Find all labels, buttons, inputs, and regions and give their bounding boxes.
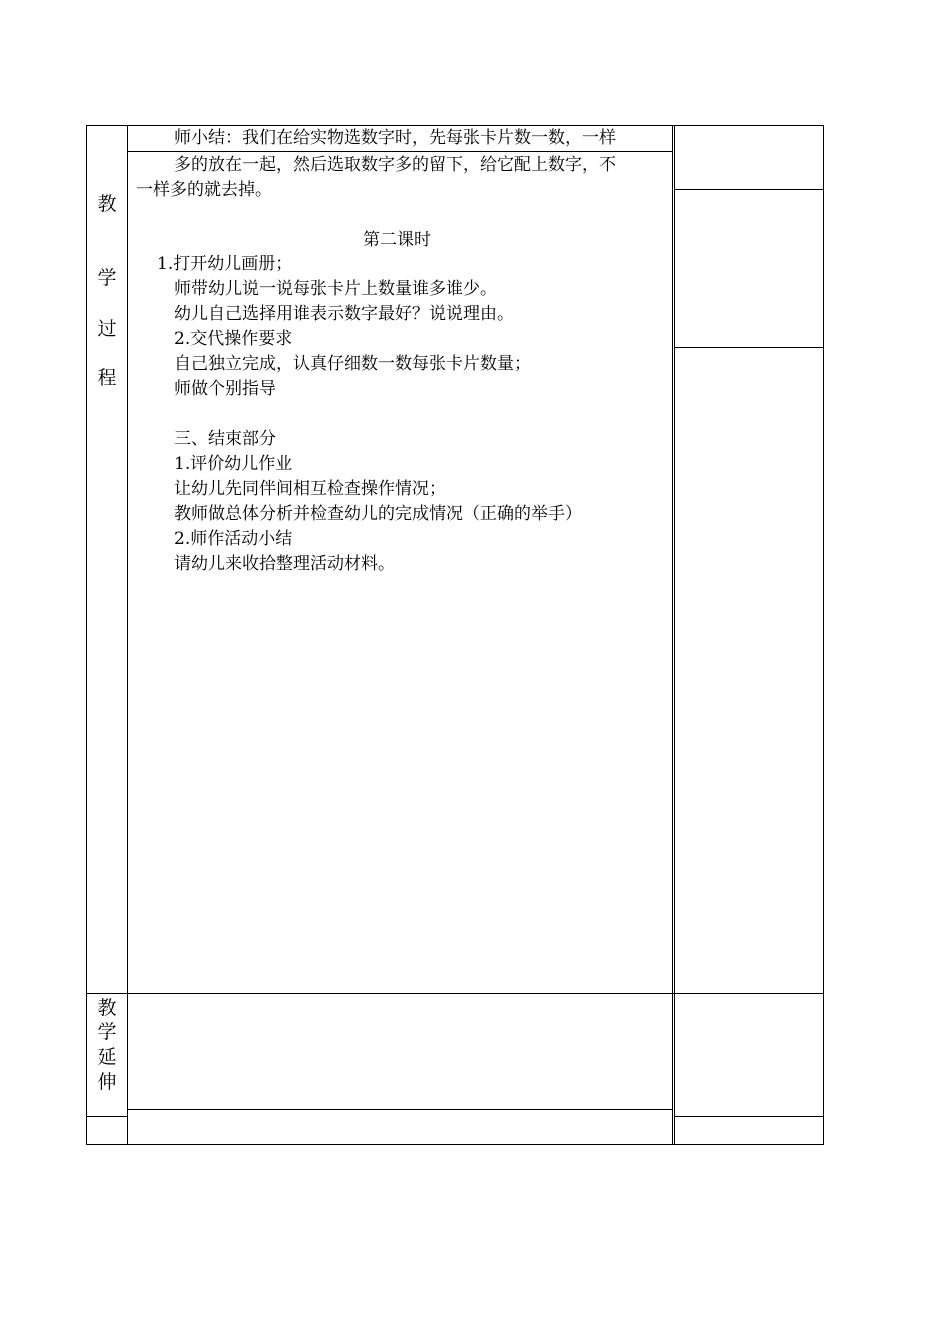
- extension-label-char-1: 教: [97, 997, 117, 1019]
- process-label-char-3: 过: [97, 318, 117, 340]
- extension-label-char-4: 伸: [97, 1071, 117, 1093]
- process-label-char-4: 程: [97, 367, 117, 389]
- extension-bottom-divider: [86, 1116, 128, 1117]
- body-line-5: 自己独立完成，认真仔细数一数每张卡片数量；: [174, 354, 531, 374]
- summary-line-2: 多的放在一起，然后选取数字多的留下，给它配上数字，不: [174, 155, 616, 175]
- body-line-10: 教师做总体分析并检查幼儿的完成情况（正确的举手）: [174, 504, 582, 524]
- body-line-6: 师做个别指导: [174, 379, 276, 399]
- notes-divider-1: [674, 189, 824, 190]
- process-extension-divider: [86, 993, 824, 994]
- body-line-9: 让幼儿先同伴间相互检查操作情况；: [174, 479, 446, 499]
- summary-line-3: 一样多的就去掉。: [136, 180, 272, 200]
- body-line-1: 1.打开幼儿画册；: [157, 254, 293, 274]
- body-line-3: 幼儿自己选择用谁表示数字最好？说说理由。: [174, 304, 514, 324]
- table-bottom-border: [86, 1144, 824, 1145]
- summary-line-1: 师小结：我们在给实物选数字时，先每张卡片数一数，一样: [174, 128, 616, 148]
- section-heading-closing: 三、结束部分: [174, 429, 276, 449]
- body-line-2: 师带幼儿说一说每张卡片上数量谁多谁少。: [174, 279, 497, 299]
- process-label-char-1: 教: [97, 193, 117, 215]
- extension-label-char-2: 学: [97, 1021, 117, 1043]
- extension-content-divider: [127, 1109, 673, 1110]
- summary-divider: [127, 151, 673, 152]
- body-line-8: 1.评价幼儿作业: [174, 454, 293, 474]
- body-line-12: 请幼儿来收拾整理活动材料。: [174, 554, 395, 574]
- process-label-char-2: 学: [97, 267, 117, 289]
- label-column-divider: [127, 125, 128, 1145]
- body-line-11: 2.师作活动小结: [174, 529, 293, 549]
- table-right-border: [823, 125, 824, 1145]
- extension-label-char-3: 延: [97, 1046, 117, 1068]
- content-column-divider: [672, 125, 673, 1145]
- notes-column-left-border: [674, 125, 675, 1145]
- notes-divider-2: [674, 347, 824, 348]
- lesson-title: 第二课时: [363, 230, 431, 250]
- notes-divider-3: [674, 1116, 824, 1117]
- body-line-4: 2.交代操作要求: [174, 329, 293, 349]
